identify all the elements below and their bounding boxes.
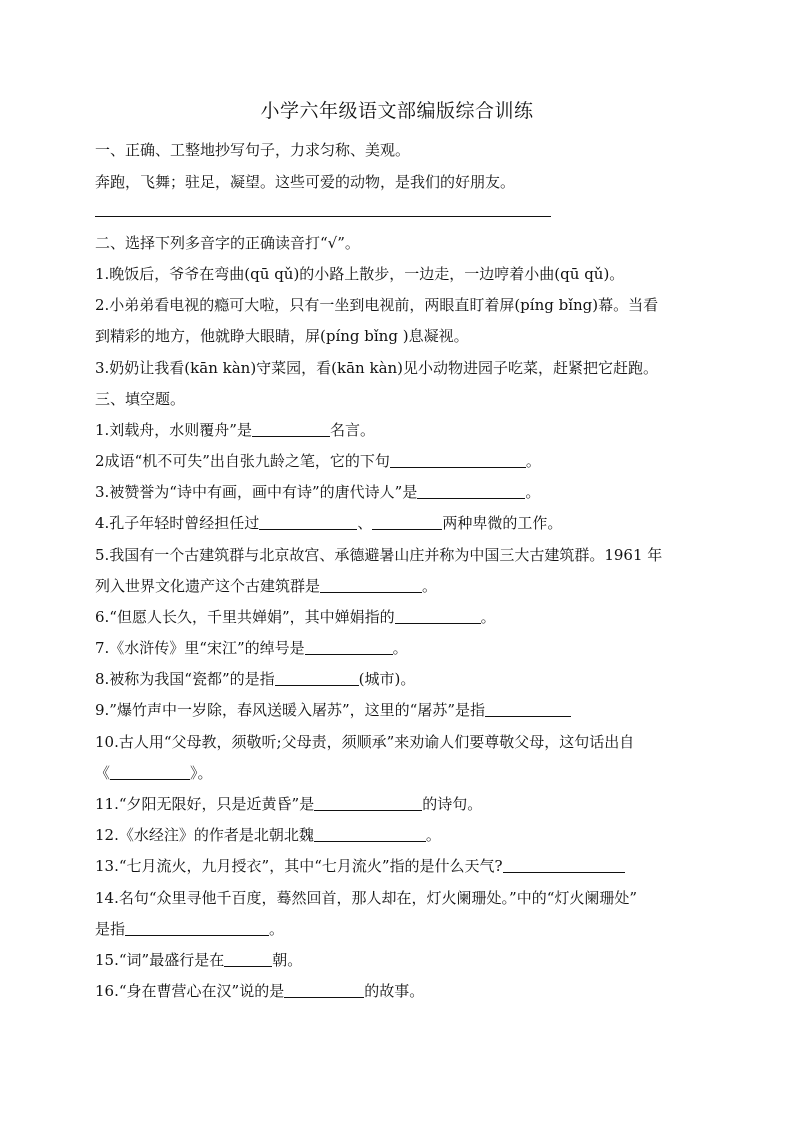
fill-question-11: 11.“夕阳无限好，只是近黄昏”是 的诗句。 (95, 795, 483, 813)
fill-question-10-line2: 《 》。 (95, 764, 213, 782)
answer-blank[interactable] (372, 515, 442, 530)
fill-question-10-line1: 10.古人用“父母教，须敬听;父母责，须顺承”来劝谕人们要尊敬父母，这句话出自 (95, 733, 635, 751)
fill-question-1: 1.刘载舟，水则覆舟”是 名言。 (95, 421, 375, 439)
answer-blank[interactable] (320, 578, 422, 593)
section3-heading: 三、填空题。 (95, 390, 186, 408)
pinyin-question-2-line2: 到精彩的地方，他就睁大眼睛，屏(píng bǐng )息凝视。 (95, 327, 469, 345)
answer-blank[interactable] (395, 609, 481, 624)
fill-question-2: 2成语“机不可失”出自张九龄之笔，它的下句 。 (95, 452, 541, 470)
pinyin-question-3: 3.奶奶让我看(kān kàn)守菜园，看(kān kàn)见小动物进园子吃菜，赶紧把它赶跑。 (95, 359, 659, 377)
page-title: 小学六年级语文部编版综合训练 (260, 100, 534, 122)
fill-question-3: 3.被赞誉为“诗中有画，画中有诗”的唐代诗人”是 。 (95, 483, 541, 501)
copy-answer-line[interactable] (95, 216, 551, 217)
answer-blank[interactable] (417, 484, 525, 499)
answer-blank[interactable] (314, 796, 422, 811)
answer-blank[interactable] (390, 453, 526, 468)
answer-blank[interactable] (485, 702, 571, 717)
fill-question-5-line1: 5.我国有一个古建筑群与北京故宫、承德避暑山庄并称为中国三大古建筑群。1961 年 (95, 546, 663, 564)
answer-blank[interactable] (110, 765, 190, 780)
fill-question-13: 13.“七月流火，九月授衣”，其中“七月流火”指的是什么天气? (95, 856, 705, 876)
fill-question-8: 8.被称为我国“瓷都”的是指 (城市)。 (95, 670, 416, 688)
pinyin-question-1: 1.晚饭后，爷爷在弯曲(qū qǔ)的小路上散步，一边走，一边哼着小曲(qū qǔ)。 (95, 265, 625, 283)
answer-blank[interactable] (503, 858, 625, 873)
section2-heading: 二、选择下列多音字的正确读音打“√”。 (95, 234, 360, 252)
pinyin-question-2-line1: 2.小弟弟看电视的瘾可大啦，只有一坐到电视前，两眼直盯着屏(píng bǐng)幕。当看 (95, 296, 659, 314)
answer-blank[interactable] (252, 422, 330, 437)
section1-heading: 一、正确、工整地抄写句子，力求匀称、美观。 (95, 141, 411, 159)
fill-question-16: 16.“身在曹营心在汉”说的是 的故事。 (95, 982, 425, 1000)
answer-blank[interactable] (305, 640, 393, 655)
fill-question-9: 9.”爆竹声中一岁除，春风送暖入屠苏”，这里的“屠苏”是指 (95, 700, 705, 720)
answer-blank[interactable] (125, 921, 269, 936)
answer-blank[interactable] (314, 827, 426, 842)
fill-question-7: 7.《水浒传》里“宋江”的绰号是 。 (95, 639, 408, 657)
answer-blank[interactable] (284, 983, 364, 998)
fill-question-14-line2: 是指 。 (95, 920, 285, 938)
fill-question-4: 4.孔子年轻时曾经担任过 、 两种卑微的工作。 (95, 514, 563, 532)
fill-question-12: 12.《水经注》的作者是北朝北魏 。 (95, 826, 441, 844)
answer-blank[interactable] (224, 952, 272, 967)
answer-blank[interactable] (275, 671, 359, 686)
fill-question-14-line1: 14.名句“众里寻他千百度，蓦然回首，那人却在，灯火阑珊处。”中的“灯火阑珊处” (95, 889, 638, 907)
fill-question-15: 15.“词”最盛行是在 朝。 (95, 951, 303, 969)
fill-question-5-line2: 列入世界文化遗产这个古建筑群是 。 (95, 577, 438, 595)
answer-blank[interactable] (259, 515, 357, 530)
fill-question-6: 6.“但愿人长久，千里共婵娟”，其中婵娟指的 。 (95, 608, 496, 626)
copy-sentence: 奔跑，飞舞；驻足，凝望。这些可爱的动物，是我们的好朋友。 (95, 173, 516, 191)
